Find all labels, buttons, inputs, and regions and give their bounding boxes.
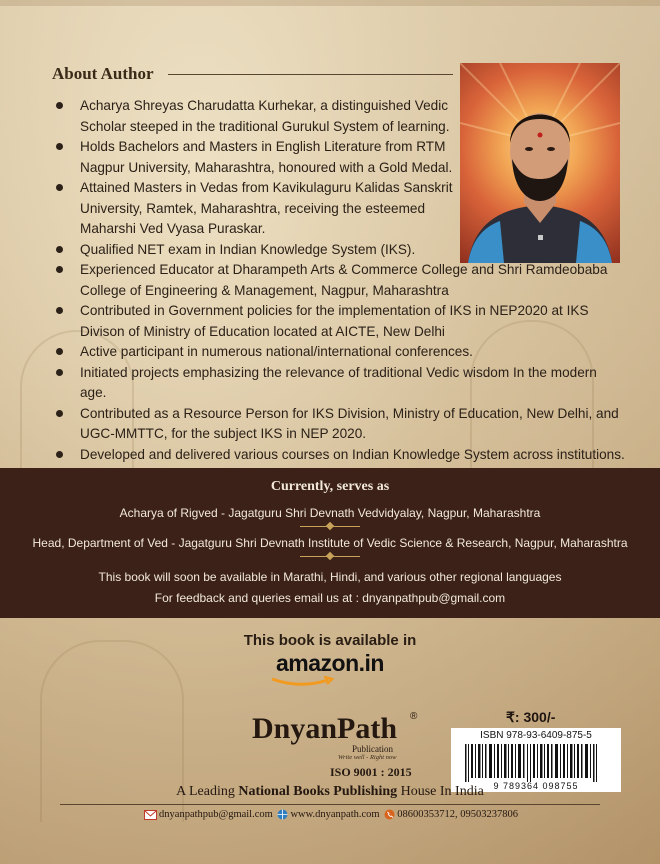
feedback-line: For feedback and queries email us at : dnyanpathpub@gmail.com bbox=[154, 591, 506, 605]
publisher-subtitle: Publication bbox=[352, 744, 393, 754]
list-item: Experienced Educator at Dharampeth Arts & Commerce College and Shri Ramdeobaba College of Engineering & Management, Nagpur, Maharashtra bbox=[52, 260, 627, 301]
amazon-logo[interactable]: amazon.in bbox=[276, 650, 384, 676]
phone-icon bbox=[384, 809, 395, 820]
publisher-tagline: Write well - Right now bbox=[338, 754, 397, 761]
registered-mark: ® bbox=[410, 711, 418, 722]
bullet-icon bbox=[56, 307, 63, 314]
phone-numbers: 08600353712, 09503237806 bbox=[397, 809, 518, 820]
bullet-icon bbox=[56, 184, 63, 191]
list-item: Developed and delivered various courses on Indian Knowledge System across institutions. bbox=[52, 445, 627, 466]
heading-rule bbox=[168, 74, 453, 75]
bullet-icon bbox=[56, 451, 63, 458]
globe-icon bbox=[277, 809, 288, 820]
ornament-divider bbox=[300, 526, 360, 527]
bullet-icon bbox=[56, 102, 63, 109]
bullet-icon bbox=[56, 266, 63, 273]
amazon-smile-icon bbox=[268, 676, 338, 688]
publisher-logo: DnyanPath bbox=[252, 712, 398, 745]
list-item: Holds Bachelors and Masters in English Literature from RTM Nagpur University, Maharashtra, honoured with a Gold Medal. bbox=[52, 137, 470, 178]
list-item: Attained Masters in Vedas from Kavikulaguru Kalidas Sanskrit University, Ramtek, Maharashtra, receiving the esteemed Maharshi Ved Vyasa Puraskar. bbox=[52, 178, 470, 240]
author-achievements-list bbox=[52, 96, 627, 465]
list-item: Initiated projects emphasizing the relevance of traditional Vedic wisdom In the modern age. bbox=[52, 363, 627, 404]
languages-note: This book will soon be available in Marathi, Hindi, and various other regional languages bbox=[98, 570, 562, 584]
price-label: ₹: 300/- bbox=[506, 709, 556, 725]
publisher-description: A Leading National Books Publishing House In India bbox=[176, 784, 484, 799]
contact-row bbox=[0, 809, 660, 820]
list-item: Qualified NET exam in Indian Knowledge System (IKS). bbox=[52, 240, 627, 261]
current-roles-band bbox=[0, 468, 660, 618]
current-role-1: Acharya of Rigved - Jagatguru Shri Devnath Vedvidyalay, Nagpur, Maharashtra bbox=[119, 506, 541, 520]
current-role-2: Head, Department of Ved - Jagatguru Shri Devnath Institute of Vedic Science & Research, Nagpur, Maharashtra bbox=[32, 536, 628, 550]
email-link[interactable]: dnyanpathpub@gmail.com bbox=[159, 809, 273, 820]
ornament-divider bbox=[300, 556, 360, 557]
bullet-icon bbox=[56, 143, 63, 150]
list-item: Contributed in Government policies for the implementation of IKS in NEP2020 at IKS Divison of Ministry of Education located at AICTE, New Delhi bbox=[52, 301, 627, 342]
current-roles-heading: Currently, serves as bbox=[270, 479, 390, 494]
bullet-icon bbox=[56, 410, 63, 417]
list-item: Active participant in numerous national/international conferences. bbox=[52, 342, 627, 363]
iso-certification: ISO 9001 : 2015 bbox=[330, 765, 412, 779]
website-link[interactable]: www.dnyanpath.com bbox=[290, 809, 380, 820]
bullet-icon bbox=[56, 246, 63, 253]
list-item: Contributed as a Resource Person for IKS Division, Ministry of Education, New Delhi, and UGC-MMTTC, for the subject IKS in NEP 2020. bbox=[52, 404, 627, 445]
bullet-icon bbox=[56, 369, 63, 376]
top-border bbox=[0, 0, 660, 6]
isbn-barcode bbox=[451, 728, 621, 792]
about-author-heading: About Author bbox=[52, 64, 154, 83]
availability-text: This book is available in bbox=[243, 632, 417, 649]
list-item: Acharya Shreyas Charudatta Kurhekar, a distinguished Vedic Scholar steeped in the traditional Gurukul System of learning. bbox=[52, 96, 470, 137]
isbn-number: ISBN 978-93-6409-875-5 bbox=[480, 730, 592, 741]
barcode-digits: 9 789364 098755 bbox=[493, 781, 579, 791]
footer-rule bbox=[60, 804, 600, 805]
bullet-icon bbox=[56, 348, 63, 355]
mail-icon bbox=[144, 810, 157, 820]
